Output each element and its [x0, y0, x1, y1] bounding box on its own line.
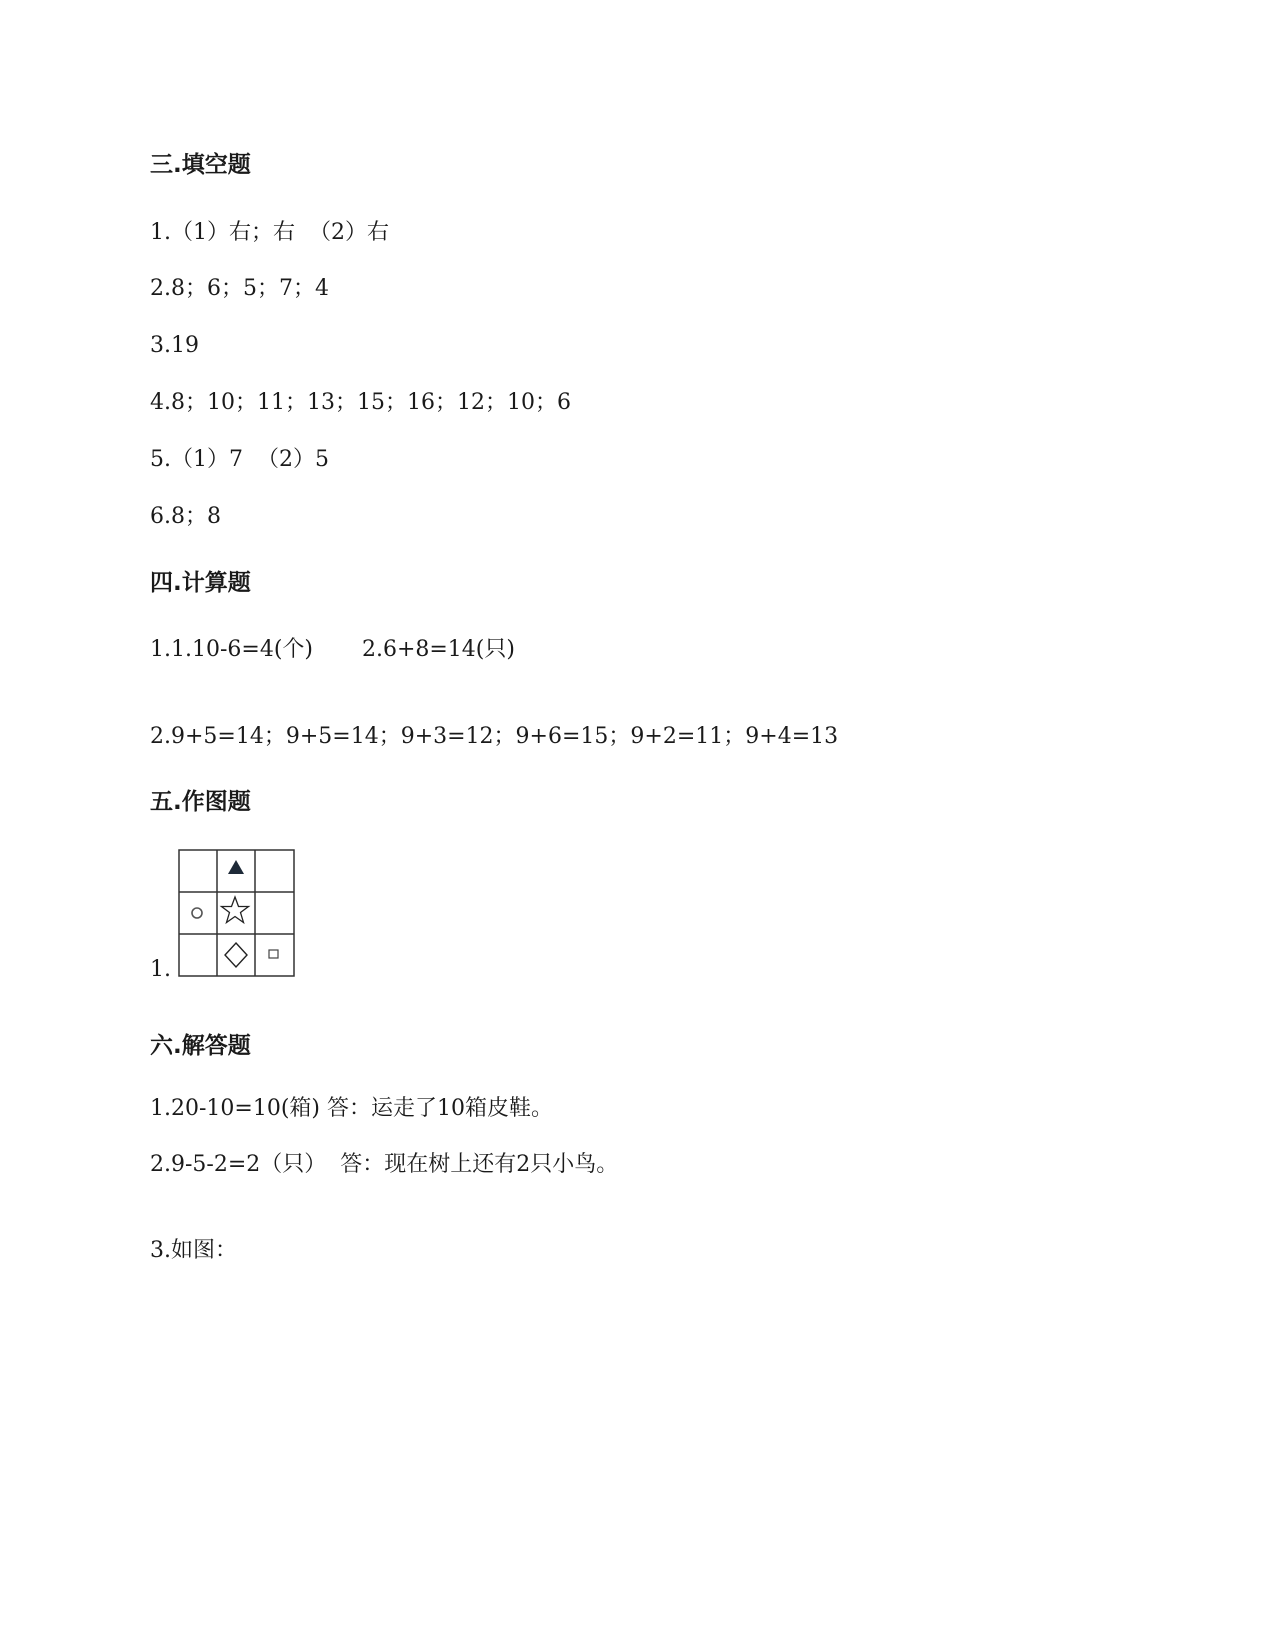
section-3-title: 三.填空题 [150, 152, 251, 178]
circle-icon [192, 908, 202, 918]
section-6-title: 六.解答题 [150, 1033, 251, 1059]
item-number: 1. [150, 957, 171, 982]
answer-line: 1.（1）右；右 （2）右 [150, 220, 389, 245]
answer-line: 3.如图： [150, 1238, 237, 1263]
section-4-title: 四.计算题 [150, 570, 251, 596]
star-icon [222, 897, 249, 923]
shape-grid [178, 849, 295, 977]
answer-line: 2.9-5-2=2（只） 答：现在树上还有2只小鸟。 [150, 1152, 619, 1177]
drawing-answer [150, 849, 310, 985]
answer-line: 4.8；10；11；13；15；16；12；10；6 [150, 390, 571, 415]
answer-line: 3.19 [150, 333, 199, 358]
answer-line: 2.9+5=14；9+5=14；9+3=12；9+6=15；9+2=11；9+4=13 [150, 724, 839, 749]
answer-line: 5.（1）7 （2）5 [150, 447, 329, 472]
answer-line: 2.8；6；5；7；4 [150, 276, 329, 301]
section-5-title: 五.作图题 [150, 789, 251, 815]
triangle-icon [228, 860, 244, 874]
answer-line: 1.20-10=10(箱) 答：运走了10箱皮鞋。 [150, 1096, 553, 1121]
answer-line: 1.1.10-6=4(个) 2.6+8=14(只) [150, 637, 515, 662]
square-icon [269, 950, 278, 958]
diamond-icon [225, 943, 247, 967]
shape-grid-svg [178, 849, 295, 977]
answer-line: 6.8；8 [150, 504, 221, 529]
